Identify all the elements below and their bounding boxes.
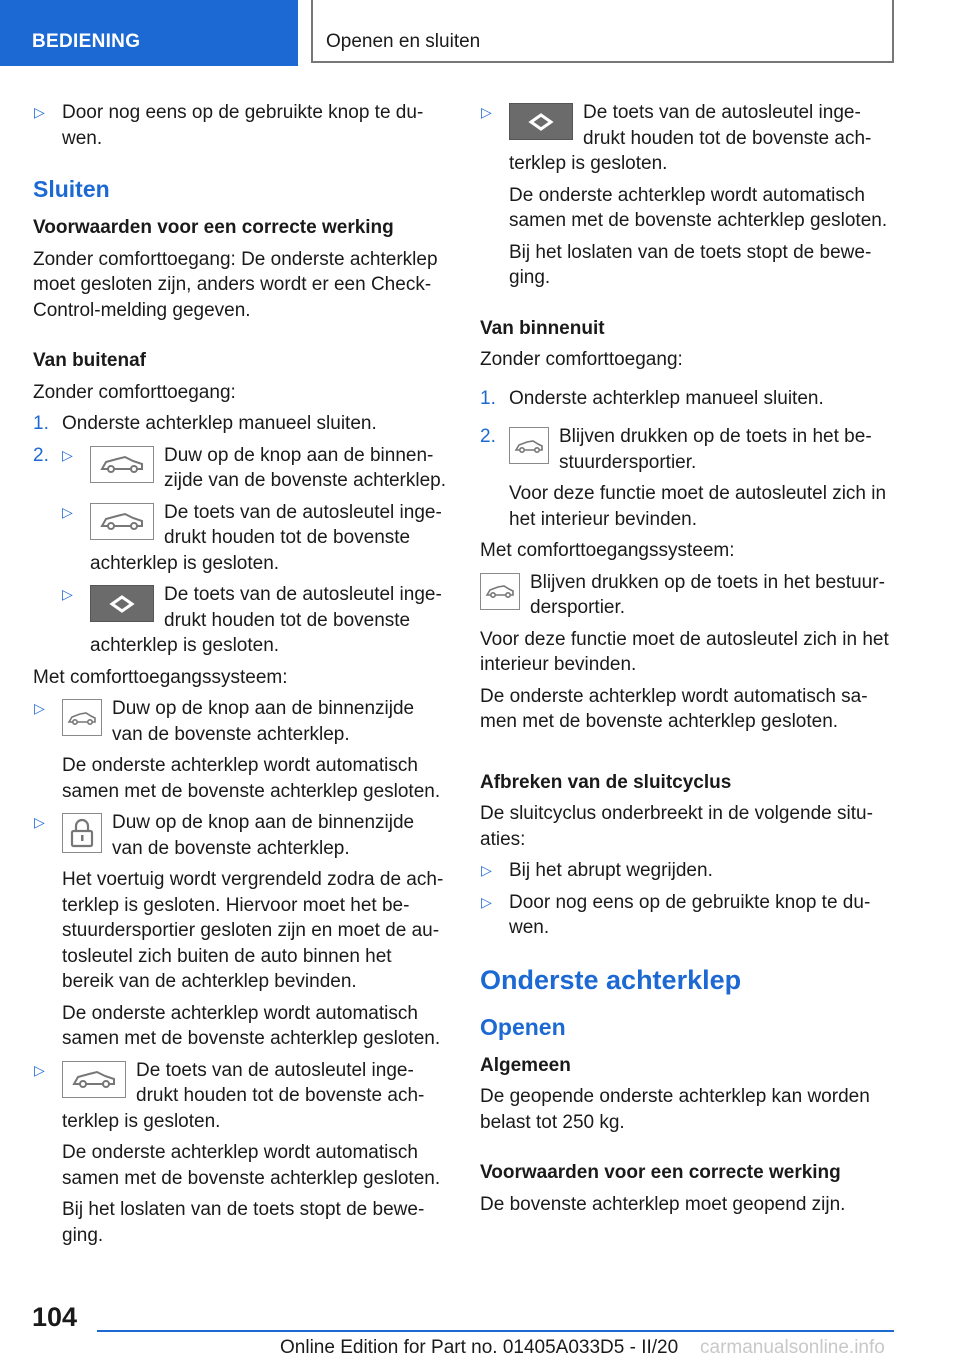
heading-openen: Openen [480,1013,566,1040]
car-tailgate-icon [90,446,154,483]
heading-binnenuit: Van binnenuit [480,317,605,339]
step-1: 1. Onderste achterklep manueel sluiten. [33,411,446,437]
heading-sluiten: Sluiten [33,176,110,202]
heading-voorwaarden: Voorwaarden voor een correcte werking [33,217,394,238]
list-item: ▷ Duw op de knop aan de binnenzijde van de bovenste achterklep. De onderste achterklep wordt automatisch samen met de bovenste achterklep gesloten. [34,698,441,802]
footer-edition: Online Edition for Part no. 01405A033D5 - II/20 [280,1337,679,1358]
list-item: ▷ Duw op de knop aan de binnenzijde van de bovenste achterklep. Het voertuig wordt vergrendeld zodra de achterklep is gesloten. Hiervoor moet het bestuurdersportier gesloten zijn en moet de autosleutel zich buiten de auto binnen het bereik van de achterklep bevinden. De onderste achterklep wordt automatisch samen met de bovenste achterklep gesloten. [34,812,444,1049]
car-tailgate-icon [62,699,102,736]
paragraph: De bovenste achterklep moet geopend zijn. [480,1193,846,1215]
section-label: BEDIENING [32,31,141,52]
paragraph: Zonder comforttoegang: De onderste achterklep moet gesloten zijn, anders wordt er een Check-Control-melding gegeven. [33,248,438,321]
right-column [480,100,894,1217]
section-tab [0,0,298,66]
heading-algemeen: Algemeen [480,1054,571,1076]
paragraph: Zonder comforttoegang: [33,381,236,403]
list-item: ▷ Door nog eens op de gebruikte knop te duwen. [34,102,424,149]
car-tailgate-icon [509,427,549,464]
paragraph: De geopende onderste achterklep kan worden belast tot 250 kg. [480,1086,870,1133]
list-item: ▷ De toets van de autosleutel ingedrukt houden tot de bovenste achterklep is gesloten. [62,501,442,574]
remote-key-diamond-icon [90,585,154,622]
triangle-bullet-icon: ▷ [62,503,73,520]
paragraph: De sluitcyclus onderbreekt in de volgende situaties: [480,803,873,850]
heading-afbreken: Afbreken van de sluitcyclus [480,771,732,793]
triangle-bullet-icon: ▷ [62,586,73,602]
triangle-bullet-icon: ▷ [62,446,73,463]
car-tailgate-icon [90,503,154,540]
car-tailgate-icon [480,573,520,610]
chapter-tab [311,0,894,63]
step-1: 1. Onderste achterklep manueel sluiten. [480,386,894,412]
heading-voorwaarden: Voorwaarden voor een correcte werking [480,1162,841,1183]
paragraph: Met comforttoegangssysteem: [480,540,735,561]
triangle-bullet-icon: ▷ [481,862,492,878]
left-column [33,100,446,1248]
list-item: Blijven drukken op de toets in het bestuurdersportier. [480,570,894,621]
triangle-bullet-icon: ▷ [34,104,45,120]
paragraph: Zonder comforttoegang: [480,349,683,370]
step-2: 2. Blijven drukken op de toets in het bestuurdersportier. Voor deze functie moet de autosleutel zich in het interieur bevinden. [480,426,887,530]
list-item: ▷ De toets van de autosleutel ingedrukt houden tot de bovenste achterklep is gesloten. De onderste achterklep wordt automatisch samen met de bovenste achterklep gesloten. Bij het loslaten van de toets stopt de beweging. [34,1059,441,1246]
paragraph: De onderste achterklep wordt automatisch samen met de bovenste achterklep gesloten. [480,685,868,732]
car-tailgate-icon [62,1061,126,1098]
list-item: ▷ Bij het abrupt wegrijden. [480,858,894,884]
step-number: 1. [33,413,49,434]
triangle-bullet-icon: ▷ [481,104,492,120]
watermark: carmanualsonline.info [700,1337,885,1358]
triangle-bullet-icon: ▷ [34,1061,45,1078]
lock-icon [62,813,102,853]
footer-divider [97,1330,894,1332]
step-number: 2. [480,426,496,447]
step-2 [33,443,446,659]
list-item: ▷ Duw op de knop aan de binnenzijde van de bovenste achterklep. [62,444,447,491]
list-item: ▷ De toets van de autosleutel ingedrukt houden tot de bovenste achterklep is gesloten. [62,584,442,656]
triangle-bullet-icon: ▷ [481,893,492,910]
list-item: ▷ Door nog eens op de gebruikte knop te duwen. [481,891,871,938]
chapter-label: Openen en sluiten [326,31,481,52]
triangle-bullet-icon: ▷ [34,814,45,830]
page-number: 104 [32,1302,78,1332]
remote-key-diamond-icon [509,103,573,140]
heading-onderste-achterklep: Onderste achterklep [480,964,742,995]
triangle-bullet-icon: ▷ [34,700,45,716]
paragraph: Voor deze functie moet de autosleutel zich in het interieur bevinden. [480,628,889,675]
list-item: ▷ De toets van de autosleutel ingedrukt houden tot de bovenste achterklep is gesloten. De onderste achterklep wordt automatisch samen met de bovenste achterklep gesloten. Bij het loslaten van de toets stopt de beweging. [481,102,888,288]
heading-buitenaf: Van buitenaf [33,350,146,371]
paragraph: Met comforttoegangssysteem: [33,666,288,688]
step-number: 1. [480,387,496,409]
step-number: 2. [33,444,49,466]
